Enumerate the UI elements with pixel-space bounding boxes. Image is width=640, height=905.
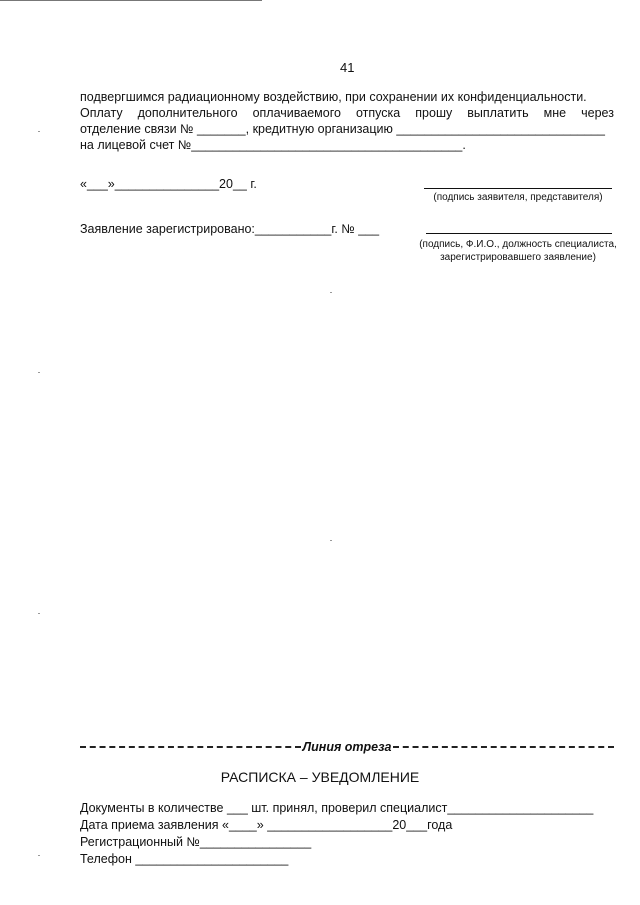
paragraph-line-2 bbox=[80, 106, 614, 120]
top-edge-line bbox=[0, 0, 262, 1]
word: Оплату bbox=[80, 106, 123, 120]
receipt-title: РАСПИСКА – УВЕДОМЛЕНИЕ bbox=[220, 769, 420, 785]
receipt-docs-line: Документы в количестве ___ шт. принял, проверил специалист_____________________ bbox=[80, 801, 594, 815]
word: мне bbox=[543, 106, 567, 120]
word: выплатить bbox=[467, 106, 529, 120]
scan-speck bbox=[38, 131, 40, 132]
word: прошу bbox=[415, 106, 453, 120]
cut-dashes-right bbox=[393, 746, 614, 748]
cut-line bbox=[80, 740, 614, 754]
word: оплачиваемого bbox=[252, 106, 341, 120]
registration-line: Заявление зарегистрировано:___________г. № ___ bbox=[80, 222, 380, 236]
receipt-phone-line: Телефон ______________________ bbox=[80, 852, 289, 866]
specialist-signature-caption: (подпись, Ф.И.О., должность специалиста, зарегистрировавшего заявление) bbox=[419, 239, 617, 263]
applicant-signature-caption: (подпись заявителя, представителя) bbox=[433, 192, 603, 203]
date-field-line: «___»_______________20__ г. bbox=[80, 177, 257, 191]
word: отпуска bbox=[355, 106, 401, 120]
applicant-signature-line bbox=[424, 188, 612, 189]
cut-line-label: Линия отреза bbox=[302, 740, 392, 754]
scan-speck bbox=[38, 372, 40, 373]
scan-speck bbox=[330, 292, 332, 293]
paragraph-line-1: подвергшимся радиационному воздействию, при сохранении их конфиденциальности. bbox=[80, 90, 587, 104]
word: через bbox=[581, 106, 614, 120]
paragraph-line-3: отделение связи № _______, кредитную организацию ______________________________ bbox=[80, 122, 605, 136]
receipt-date-line: Дата приема заявления «____» __________________20___года bbox=[80, 818, 453, 832]
paragraph-line-4: на лицевой счет №_______________________________________. bbox=[80, 138, 466, 152]
receipt-registration-line: Регистрационный №________________ bbox=[80, 835, 312, 849]
scan-speck bbox=[38, 613, 40, 614]
specialist-signature-line bbox=[426, 233, 612, 234]
scan-speck bbox=[330, 540, 332, 541]
page-number: 41 bbox=[340, 60, 355, 75]
cut-dashes-left bbox=[80, 746, 301, 748]
scan-speck bbox=[38, 855, 40, 856]
word: дополнительного bbox=[137, 106, 238, 120]
